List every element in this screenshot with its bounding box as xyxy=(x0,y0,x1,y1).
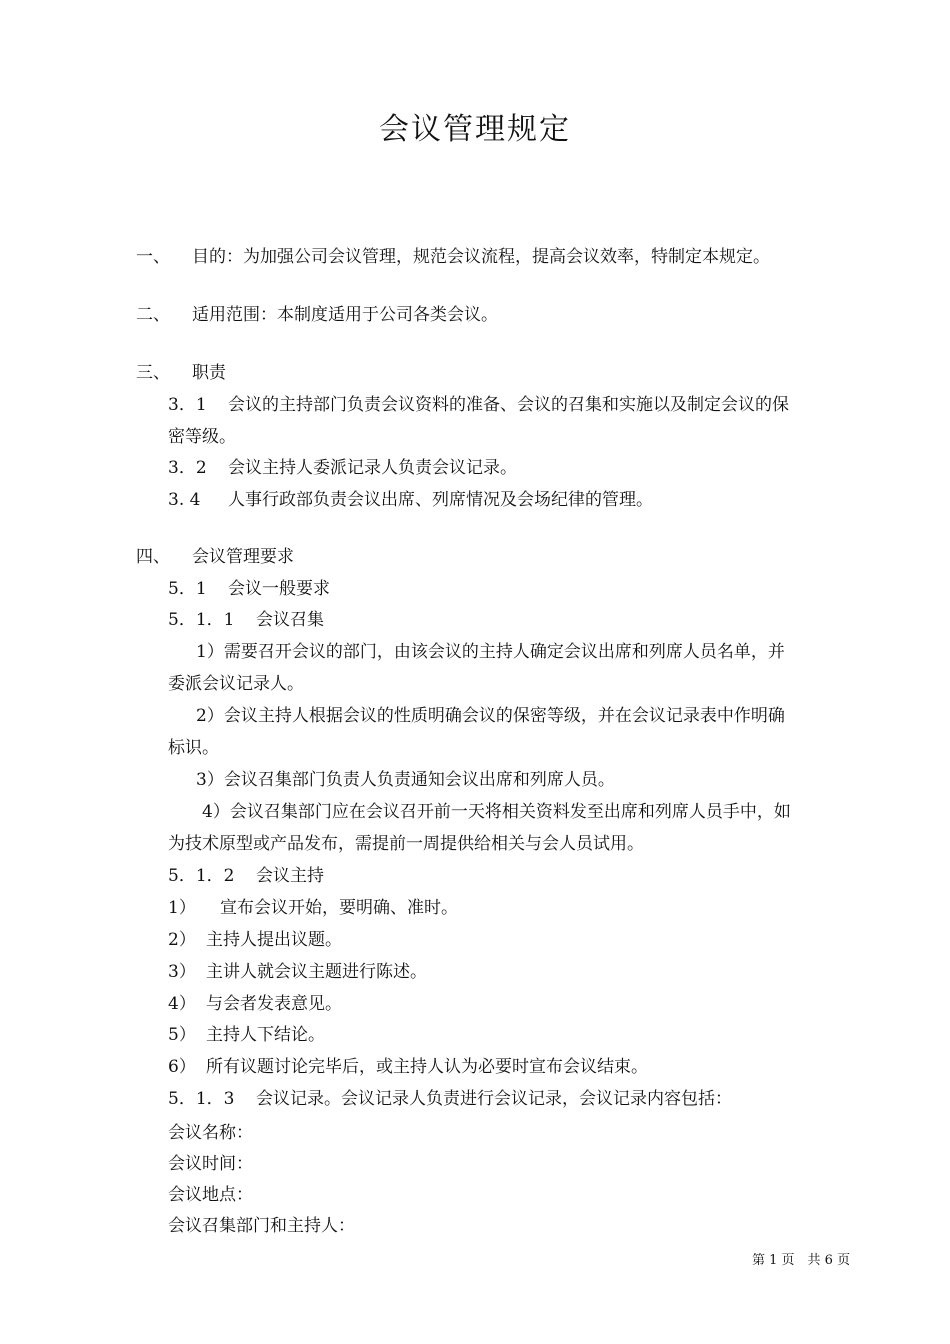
item-3-2-text: 会议主持人委派记录人负责会议记录。 xyxy=(228,458,517,478)
item-3-1-text: 会议的主持部门负责会议资料的准备、会议的召集和实施以及制定会议的保 xyxy=(228,395,789,415)
item-3-1-number: 3．1 xyxy=(168,395,207,415)
paragraph-2: 2）会议主持人根据会议的性质明确会议的保密等级，并在会议记录表中作明确 xyxy=(196,706,785,726)
subsection-5-1-1-text: 会议召集 xyxy=(256,610,324,630)
subsection-5-1-2-number: 5．1．2 xyxy=(168,866,235,886)
host-step-4-number: 4） xyxy=(168,994,196,1014)
section-2-text: 适用范围：本制度适用于公司各类会议。 xyxy=(192,305,498,325)
host-step-2-text: 主持人提出议题。 xyxy=(206,930,342,950)
host-step-5-number: 5） xyxy=(168,1025,196,1045)
item-3-4-number: 3. 4 xyxy=(168,490,201,510)
section-1-number: 一、 xyxy=(136,247,170,267)
host-step-6-text: 所有议题讨论完毕后，或主持人认为必要时宣布会议结束。 xyxy=(206,1057,648,1077)
document-title: 会议管理规定 xyxy=(379,112,571,147)
host-step-1-number: 1） xyxy=(168,898,196,918)
paragraph-3: 3）会议召集部门负责人负责通知会议出席和列席人员。 xyxy=(196,770,615,790)
paragraph-1: 1）需要召开会议的部门，由该会议的主持人确定会议出席和列席人员名单，并 xyxy=(196,642,785,662)
subsection-5-1-number: 5．1 xyxy=(168,579,207,599)
record-field-meeting-name: 会议名称： xyxy=(168,1123,253,1143)
paragraph-4: 4）会议召集部门应在会议召开前一天将相关资料发至出席和列席人员手中，如 xyxy=(202,802,791,822)
subsection-5-1-3-text: 会议记录。会议记录人负责进行会议记录，会议记录内容包括： xyxy=(256,1089,732,1109)
section-3-heading: 职责 xyxy=(192,363,226,383)
host-step-3-number: 3） xyxy=(168,962,196,982)
section-2-number: 二、 xyxy=(136,305,170,325)
item-3-1-continuation: 密等级。 xyxy=(168,427,236,447)
item-3-2-number: 3．2 xyxy=(168,458,207,478)
subsection-5-1-2-text: 会议主持 xyxy=(256,866,324,886)
record-field-meeting-time: 会议时间： xyxy=(168,1154,253,1174)
section-3-number: 三、 xyxy=(136,363,170,383)
paragraph-4-continuation: 为技术原型或产品发布，需提前一周提供给相关与会人员试用。 xyxy=(168,834,644,854)
host-step-1-text: 宣布会议开始，要明确、准时。 xyxy=(220,898,458,918)
page-number-footer: 第 1 页 共 6 页 xyxy=(752,1253,851,1268)
section-4-number: 四、 xyxy=(136,547,170,567)
record-field-convener-host: 会议召集部门和主持人： xyxy=(168,1216,355,1236)
section-4-heading: 会议管理要求 xyxy=(192,547,294,567)
item-3-4-text: 人事行政部负责会议出席、列席情况及会场纪律的管理。 xyxy=(228,490,653,510)
subsection-5-1-text: 会议一般要求 xyxy=(228,579,330,599)
paragraph-1-continuation: 委派会议记录人。 xyxy=(168,674,304,694)
paragraph-2-continuation: 标识。 xyxy=(168,738,219,758)
host-step-3-text: 主讲人就会议主题进行陈述。 xyxy=(206,962,427,982)
host-step-5-text: 主持人下结论。 xyxy=(206,1025,325,1045)
record-field-meeting-location: 会议地点： xyxy=(168,1185,253,1205)
subsection-5-1-1-number: 5．1．1 xyxy=(168,610,235,630)
host-step-2-number: 2） xyxy=(168,930,196,950)
host-step-6-number: 6） xyxy=(168,1057,196,1077)
section-1-text: 目的：为加强公司会议管理，规范会议流程，提高会议效率，特制定本规定。 xyxy=(192,247,770,267)
host-step-4-text: 与会者发表意见。 xyxy=(206,994,342,1014)
subsection-5-1-3-number: 5．1．3 xyxy=(168,1089,235,1109)
